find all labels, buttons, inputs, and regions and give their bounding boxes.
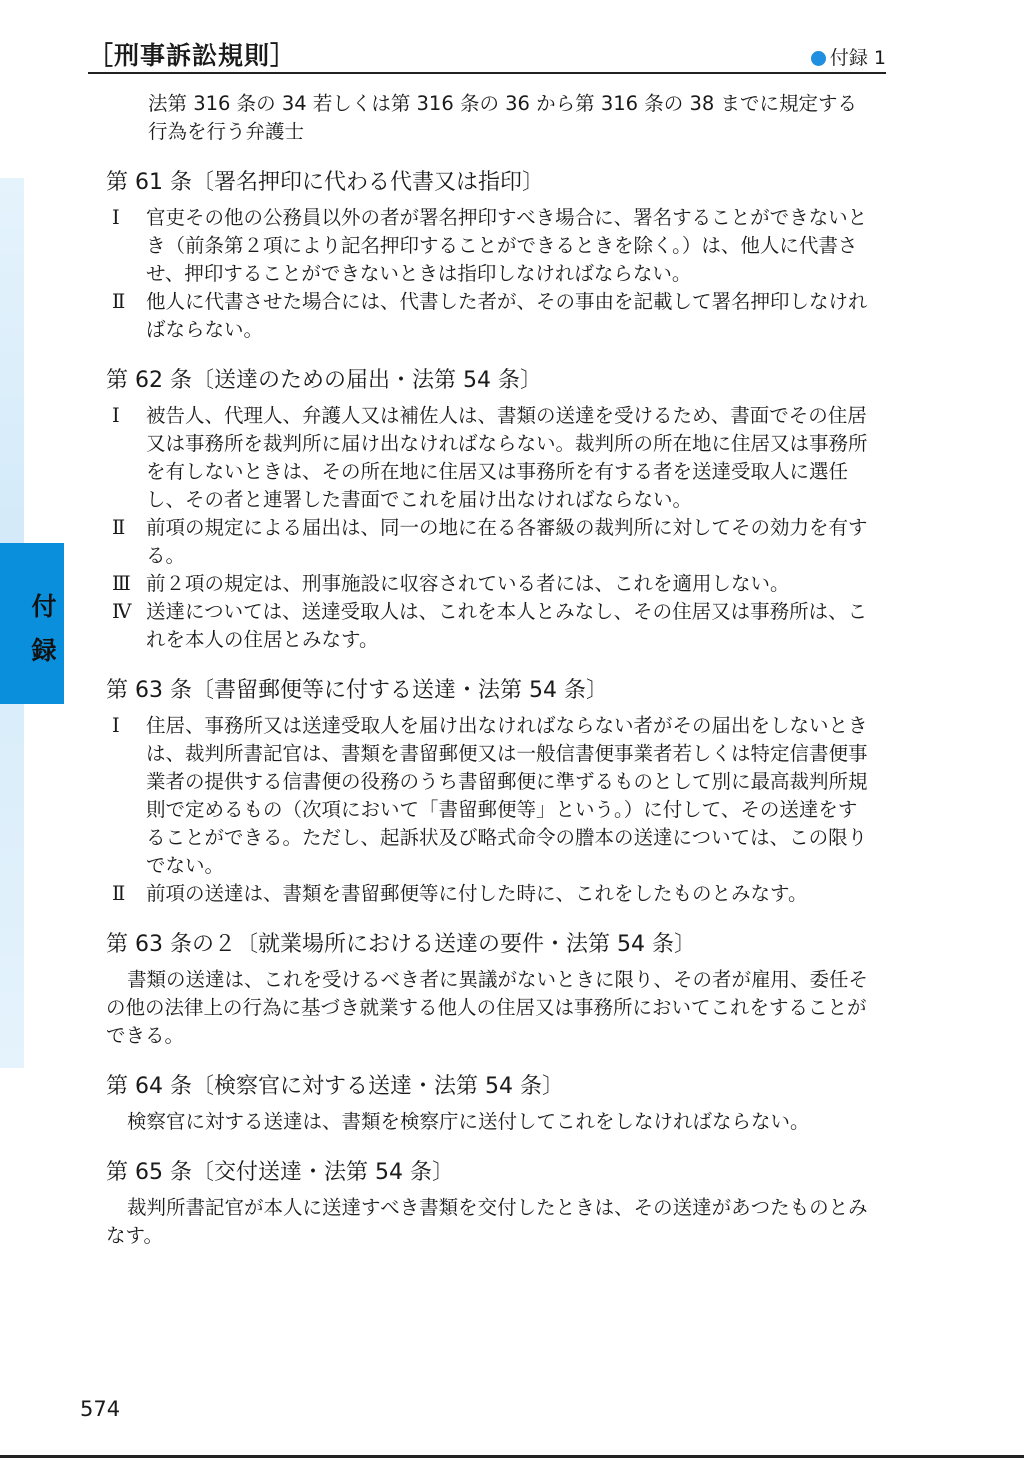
paragraph-text: 被告人、代理人、弁護人又は補佐人は、書類の送達を受けるため、書面でその住居又は事務所を裁判所に届け出なければならない。裁判所の所在地に住居又は事務所を有しないときは、その所在地に住居又は事務所を有する者を送達受取人に選任し、その者と連署した書面でこれを届け出なければならない。 (146, 404, 868, 511)
paragraph-number: Ⅱ (112, 516, 126, 539)
article-61 (106, 168, 868, 344)
side-index-tab-label: 付録 (31, 592, 57, 665)
paragraph-number: Ⅳ (112, 600, 132, 623)
article-heading: 第 62 条〔送達のための届出・法第 54 条〕 (106, 368, 542, 393)
article-63 (106, 676, 868, 908)
paragraph (106, 288, 868, 344)
paragraph-number: Ⅰ (112, 206, 120, 229)
article-heading: 第 64 条〔検察官に対する送達・法第 54 条〕 (106, 1074, 564, 1099)
paragraph (106, 204, 868, 288)
article-heading: 第 61 条〔署名押印に代わる代書又は指印〕 (106, 170, 544, 195)
article-body: 検察官に対する送達は、書類を検察庁に送付してこれをしなければならない。 (127, 1110, 810, 1133)
paragraph-text: 他人に代書させた場合には、代書した者が、その事由を記載して署名押印しなければならない。 (146, 290, 868, 341)
article-64 (106, 1072, 868, 1136)
paragraph (106, 712, 868, 880)
article-63-2 (106, 930, 868, 1050)
page-content (106, 90, 868, 1250)
article-65 (106, 1158, 868, 1250)
paragraph-text: 住居、事務所又は送達受取人を届け出なければならない者がその届出をしないときは、裁判所書記官は、書類を書留郵便又は一般信書便事業者若しくは特定信書便事業者の提供する信書便の役務のうち書留郵便に準ずるものとして別に最高裁判所規則で定めるもの（次項において「書留郵便等」という。）に付して、その送達をすることができる。ただし、起訴状及び略式命令の謄本の送達については、この限りでない。 (146, 714, 868, 877)
paragraph (106, 402, 868, 514)
continuation-text: 法第 316 条の 34 若しくは第 316 条の 36 から第 316 条の 38 までに規定する行為を行う弁護士 (148, 92, 857, 143)
running-header-title: ［刑事訴訟規則］ (88, 41, 297, 70)
footer-rule (0, 1455, 1024, 1458)
article-heading: 第 65 条〔交付送達・法第 54 条〕 (106, 1160, 454, 1185)
article-62 (106, 366, 868, 654)
paragraph (106, 880, 868, 908)
paragraph-text: 官吏その他の公務員以外の者が署名押印すべき場合に、署名することができないとき（前条第２項により記名押印することができるときを除く。）は、他人に代書させ、押印することができないときは指印しなければならない。 (146, 206, 868, 285)
paragraph (106, 514, 868, 570)
paragraph-number: Ⅱ (112, 290, 126, 313)
paragraph-text: 前項の送達は、書類を書留郵便等に付した時に、これをしたものとみなす。 (146, 882, 808, 905)
paragraph-number: Ⅱ (112, 882, 126, 905)
header-rule (88, 72, 886, 74)
paragraph-number: Ⅲ (112, 572, 131, 595)
bullet-dot-icon (811, 51, 826, 66)
section-label: 付録 1 (829, 47, 886, 69)
article-body: 書類の送達は、これを受けるべき者に異議がないときに限り、その者が雇用、委任その他の法律上の行為に基づき就業する他人の住居又は事務所においてこれをすることができる。 (106, 968, 869, 1047)
article-heading: 第 63 条〔書留郵便等に付する送達・法第 54 条〕 (106, 678, 608, 703)
paragraph-text: 送達については、送達受取人は、これを本人とみなし、その住居又は事務所は、これを本人の住居とみなす。 (146, 600, 868, 651)
paragraph-text: 前２項の規定は、刑事施設に収容されている者には、これを適用しない。 (146, 572, 790, 595)
running-header-section (811, 44, 886, 72)
paragraph (106, 598, 868, 654)
paragraph (106, 570, 868, 598)
paragraph-number: Ⅰ (112, 404, 120, 427)
paragraph-text: 前項の規定による届出は、同一の地に在る各審級の裁判所に対してその効力を有する。 (146, 516, 868, 567)
article-heading: 第 63 条の２〔就業場所における送達の要件・法第 54 条〕 (106, 932, 696, 957)
article-body: 裁判所書記官が本人に送達すべき書類を交付したときは、その送達があつたものとみなす。 (106, 1196, 868, 1247)
paragraph-number: Ⅰ (112, 714, 120, 737)
page-number: 574 (80, 1397, 121, 1421)
